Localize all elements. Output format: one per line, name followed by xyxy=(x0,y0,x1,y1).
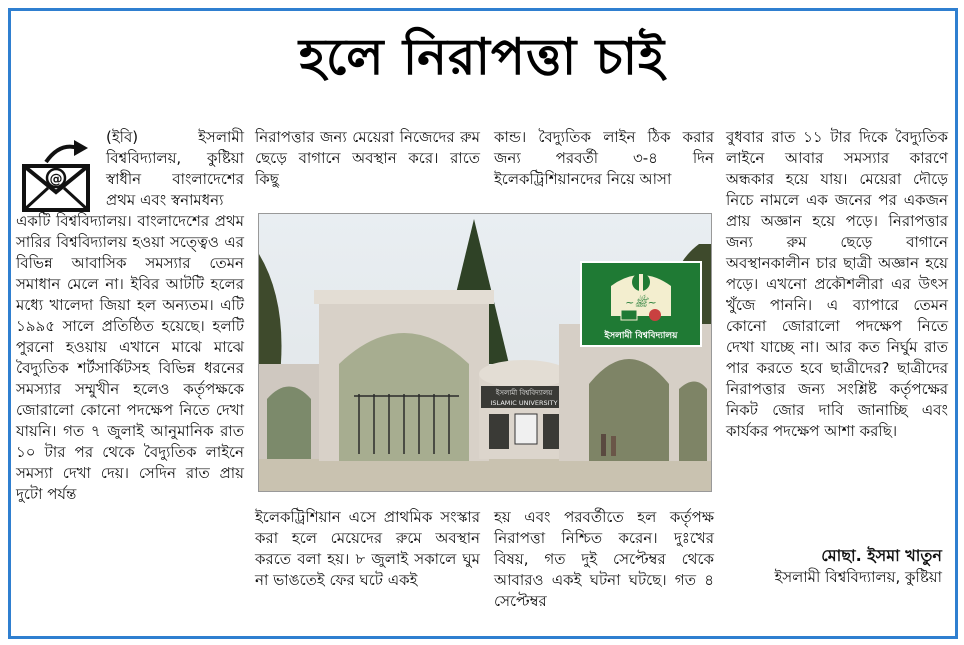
university-logo xyxy=(581,262,701,346)
column-3-bottom xyxy=(494,507,714,612)
svg-text:~ﷺ~: ~ﷺ~ xyxy=(625,296,657,309)
column-4 xyxy=(726,127,948,442)
column-1-body: একটি বিশ্ববিদ্যালয়। বাংলাদেশের প্রথম সারির বিশ্ববিদ্যালয় হওয়া সত্ত্বেও এর বিভিন্ন আবাসিক সমস্যার তেমন সমাধান মেলে না। ইবির আটটি হলের মধ্যে খালেদা জিয়া হল অন্যতম। এটি ১৯৯৫ সালে প্রতিষ্ঠিত হয়েছে। হলটি পুরনো হওয়ায় এখানে মাঝে মাঝে বৈদ্যুতিক শর্টসার্কিটসহ বিভিন্ন ধরনের সমস্যার সম্মুখীন হলেও কর্তৃপক্ষকে জোরালো কোনো পদক্ষেপ নিতে দেখা যায়নি। গত ৭ জুলাই আনুমানিক রাত ১০ টার পর থেকে বৈদ্যুতিক লাইনে সমস্যা দেখা দেয়। সেদিন রাত প্রায় দুটো পর্যন্ত xyxy=(16,212,244,503)
university-gate-photo xyxy=(258,213,712,492)
column-2-top xyxy=(255,127,480,190)
gate-sign-bn: ইসলামী বিশ্ববিদ্যালয় xyxy=(495,389,553,397)
column-1 xyxy=(16,127,244,505)
column-2-bottom xyxy=(255,507,480,591)
column-3-top-text: কান্ড। বৈদ্যুতিক লাইন ঠিক করার জন্য পরবর্তী ৩-৪ দিন ইলেকট্রিশিয়ানদের নিয়ে আসা xyxy=(494,128,714,188)
column-2-bottom-text: ইলেকট্রিশিয়ান এসে প্রাথমিক সংস্কার করা হলে মেয়েদের রুমে অবস্থান করতে বলা হয়। ৮ জুলাই সকালে ঘুম না ভাঙতেই ফের ঘটে একই xyxy=(255,508,480,589)
gate-sign-en: ISLAMIC UNIVERSITY xyxy=(490,399,558,407)
svg-text:@: @ xyxy=(49,172,63,187)
logo-caption: ইসলামী বিশ্ববিদ্যালয় xyxy=(604,331,678,341)
column-2-top-text: নিরাপত্তার জন্য মেয়েরা নিজেদের রুম ছেড়ে বাগানে অবস্থান করে। রাতে কিছু xyxy=(255,128,480,188)
column-4-text: বুধবার রাত ১১ টার দিকে বৈদ্যুতিক লাইনে আবার সমস্যার কারণে অন্ধকার হয়ে যায়। মেয়েরা দৌড়ে নিচে নামলে এক জনের পর একজন প্রায় অজ্ঞান হয়ে পড়ে। নিরাপত্তার জন্য রুম ছেড়ে বাগানে অবস্থানকালীন চার ছাত্রী অজ্ঞান হয়ে পড়ে। এখনো প্রকৌশলীরা এর উৎস খুঁজে পাননি। এ ব্যাপারে তেমন কোনো জোরালো পদক্ষেপ নিতে দেখা যাচ্ছে না। আর কত নির্ঘুম রাত পার করতে হবে ছাত্রীদের? ছাত্রীদের নিরাপত্তার জন্য সংশ্লিষ্ট কর্তৃপক্ষের নিকট জোর দাবি জানাচ্ছি এবং কার্যকর পদক্ষেপ আশা করছি। xyxy=(726,128,948,440)
column-3-bottom-text: হয় এবং পরবর্তীতে হল কর্তৃপক্ষ নিরাপত্তা নিশ্চিত করেন। দুঃখের বিষয়, গত দুই সেপ্টেম্বর থেকে আবারও একই ঘটনা ঘটছে। গত ৪ সেপ্টেম্বর xyxy=(494,508,714,610)
author-name: মোছা. ইসমা খাতুন xyxy=(821,546,942,565)
column-1-lead: (ইবি) ইসলামী বিশ্ববিদ্যালয়, কুষ্টিয়া স্বাধীন বাংলাদেশের প্রথম এবং স্বনামধন্য xyxy=(106,128,244,209)
headline: হলে নিরাপত্তা চাই xyxy=(298,27,666,86)
author-place: ইসলামী বিশ্ববিদ্যালয়, কুষ্টিয়া xyxy=(774,568,942,586)
column-3-top xyxy=(494,127,714,190)
byline xyxy=(682,545,942,588)
